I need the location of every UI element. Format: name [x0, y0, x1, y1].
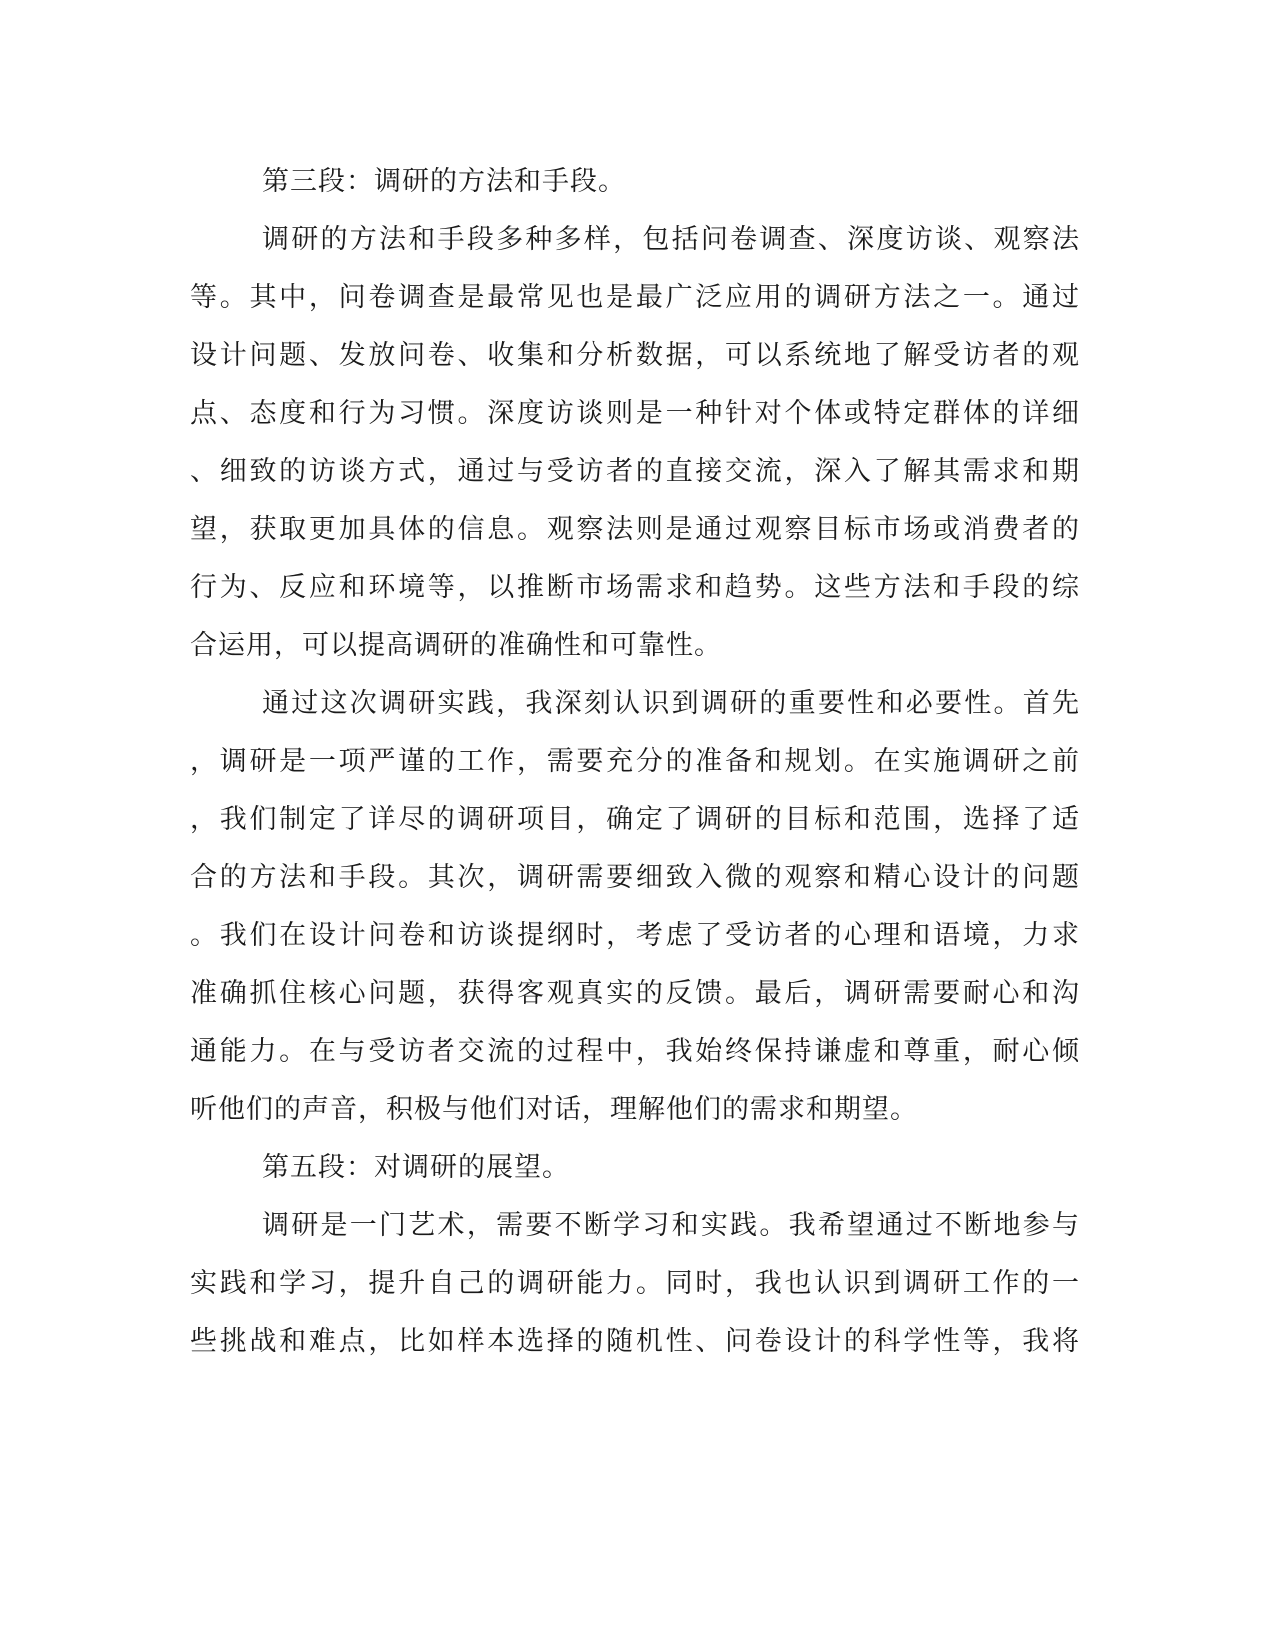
- paragraph-line: 设计问题、发放问卷、收集和分析数据，可以系统地了解受访者的观: [190, 340, 1080, 371]
- paragraph-line: 点、态度和行为习惯。深度访谈则是一种针对个体或特定群体的详细: [190, 398, 1080, 429]
- paragraph-line: 通过这次调研实践，我深刻认识到调研的重要性和必要性。首先: [262, 688, 1080, 719]
- paragraph-line: 准确抓住核心问题，获得客观真实的反馈。最后，调研需要耐心和沟: [190, 978, 1080, 1009]
- paragraph-line: 调研的方法和手段多种多样，包括问卷调查、深度访谈、观察法: [262, 224, 1080, 255]
- paragraph-line: 。我们在设计问卷和访谈提纲时，考虑了受访者的心理和语境，力求: [190, 920, 1080, 951]
- paragraph-line: 合的方法和手段。其次，调研需要细致入微的观察和精心设计的问题: [190, 862, 1080, 893]
- heading-section-five: 第五段：对调研的展望。: [262, 1152, 570, 1183]
- paragraph-line: 些挑战和难点，比如样本选择的随机性、问卷设计的科学性等，我将: [190, 1326, 1080, 1357]
- paragraph-line: 、细致的访谈方式，通过与受访者的直接交流，深入了解其需求和期: [190, 456, 1080, 487]
- paragraph-line: ，调研是一项严谨的工作，需要充分的准备和规划。在实施调研之前: [190, 746, 1080, 777]
- paragraph-line: 调研是一门艺术，需要不断学习和实践。我希望通过不断地参与: [262, 1210, 1080, 1241]
- paragraph-line: 行为、反应和环境等，以推断市场需求和趋势。这些方法和手段的综: [190, 572, 1080, 603]
- paragraph-line: 望，获取更加具体的信息。观察法则是通过观察目标市场或消费者的: [190, 514, 1080, 545]
- paragraph-line: 听他们的声音，积极与他们对话，理解他们的需求和期望。: [190, 1094, 918, 1125]
- heading-section-three: 第三段：调研的方法和手段。: [262, 166, 626, 197]
- paragraph-line: 通能力。在与受访者交流的过程中，我始终保持谦虚和尊重，耐心倾: [190, 1036, 1080, 1067]
- paragraph-line: 等。其中，问卷调查是最常见也是最广泛应用的调研方法之一。通过: [190, 282, 1080, 313]
- paragraph-line: ，我们制定了详尽的调研项目，确定了调研的目标和范围，选择了适: [190, 804, 1080, 835]
- paragraph-line: 合运用，可以提高调研的准确性和可靠性。: [190, 630, 722, 661]
- paragraph-line: 实践和学习，提升自己的调研能力。同时，我也认识到调研工作的一: [190, 1268, 1080, 1299]
